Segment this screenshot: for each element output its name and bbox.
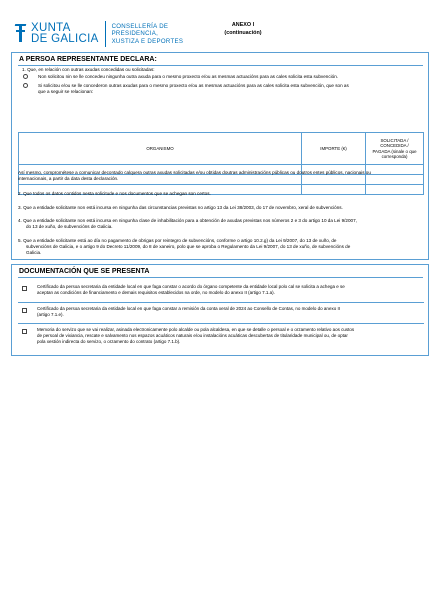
option-other-aid: Si solicitou e/ou se lle concederon outras axudas para o mesmo proxecto e/ou as mesmas actuacións para as cales solicita esta subvención, que son as que a seguir se relacionan: [38, 83, 349, 95]
document-description: Certificado da persoa secretaria da entidade local en que faga constar a remisión da conta xeral de 2024 ao Consello de Contas, no modelo do anexo II (artigo 7.1.e). [37, 306, 340, 318]
document-divider [18, 323, 424, 324]
col-organismo: ORGANISMO [19, 133, 302, 165]
anexo-heading [200, 22, 286, 37]
declaration-item-4: 4. Que a entidade solicitante non está incursa en ningunha clase de inhabilitación para a obtención de axudas previstas nos números 2 e 3 do artigo 10 da Lei 9/2007, do 13 de xuño, de subvencións de Galicia. [18, 218, 357, 230]
document-item [22, 327, 422, 351]
documentation-section [11, 264, 429, 356]
col-importe: IMPORTE (€) [302, 133, 366, 165]
declaration-item-5: 5. Que a entidade solicitante está ao día no pagamento de obrigas por reintegro de subvencións, conforme o artigo 10.2.g) da Lei 9/2007, do 13 de xuño, de subvencións de Galicia, e o artigo 9 do Decreto 11/2009, do 8 de xaneiro, polo que se aproba o Regulamento da Lei 9/2007, do 13 de xuño, de subvencións de Galicia. [18, 238, 351, 256]
col-estado: SOLICITADA / CONCEDIDA / PAGADA (sinale o que corresponda) [366, 133, 424, 165]
logo-divider [105, 21, 106, 47]
document-checkbox[interactable] [22, 308, 27, 313]
document-checkbox[interactable] [22, 286, 27, 291]
xunta-logo [14, 20, 183, 48]
section-divider [18, 65, 423, 66]
radio-no-other-aid[interactable] [23, 74, 28, 79]
document-item [22, 284, 422, 300]
documentation-title: DOCUMENTACIÓN QUE SE PRESENTA [19, 268, 150, 275]
other-aid-table [18, 132, 424, 195]
table-header-row [19, 133, 424, 165]
xunta-logo-text: XUNTA DE GALICIA [31, 22, 99, 45]
document-checkbox[interactable] [22, 329, 27, 334]
document-divider [18, 302, 424, 303]
radio-other-aid[interactable] [23, 83, 28, 88]
document-item [22, 306, 422, 322]
document-description: Memoria do servizo que se vai realizar, asinada electronicamente polo alcalde ou pola alcaldesa, en que se detalle o persoal e o orzamento relativo aos custos de persoal de vixiancia, rescate e salvamento nos espazos acuáticos naturais e/ou instalacións acuáticas descubertas de titularidade municipal ou, de optar pola xestión indirecta do servizo, o orzamento do contrato (artigo 7.1.b). [37, 327, 355, 345]
question-1: 1. Que, en relación con outras axudas concedidas ou solicitadas: [22, 67, 155, 72]
declaration-title: A PERSOA REPRESENTANTE DECLARA: [19, 56, 157, 63]
anexo-title: ANEXO I [231, 22, 255, 28]
conselleria-name: CONSELLERÍA DE PRESIDENCIA, XUSTIZA E DEPORTES [111, 23, 184, 45]
document-description: Certificado da persoa secretaria da entidade local en que faga constar o acordo do órgano competente da entidade local polo cal se solicita a achega e se aceptan as condicións de financiamento e demais requisitos establecidos na orde, no modelo do anexo II (artigo 7.1.a). [37, 284, 345, 296]
option-no-other-aid: Non solicitou nin se lle concedeu ningunha outra axuda para o mesmo proxecto e/ou as mesmas actuacións para as cales solicita esta subvención. [38, 74, 339, 79]
declaration-item-2: 2. Que todos os datos contidos nesta solicitude e nos documentos que se achegan son certos. [18, 191, 211, 196]
declaration-section [11, 52, 429, 260]
declaration-item-3: 3. Que a entidade solicitante non está incursa en ningunha das circunstancias previstas no artigo 13 da Lei 38/2003, do 17 de novembro, xeral de subvencións. [18, 205, 343, 210]
anexo-subtitle: (continuación) [224, 29, 262, 36]
section-divider [18, 277, 423, 278]
xunta-emblem-icon [14, 22, 28, 46]
commitment-text: Así mesmo, comprométese a comunicar decontado calquera outras axudas solicitadas e/ou obtidas doutras administracións públicas ou doutros entes públicos, nacionais ou internacionais, a partir da data desta declaración. [18, 170, 371, 182]
